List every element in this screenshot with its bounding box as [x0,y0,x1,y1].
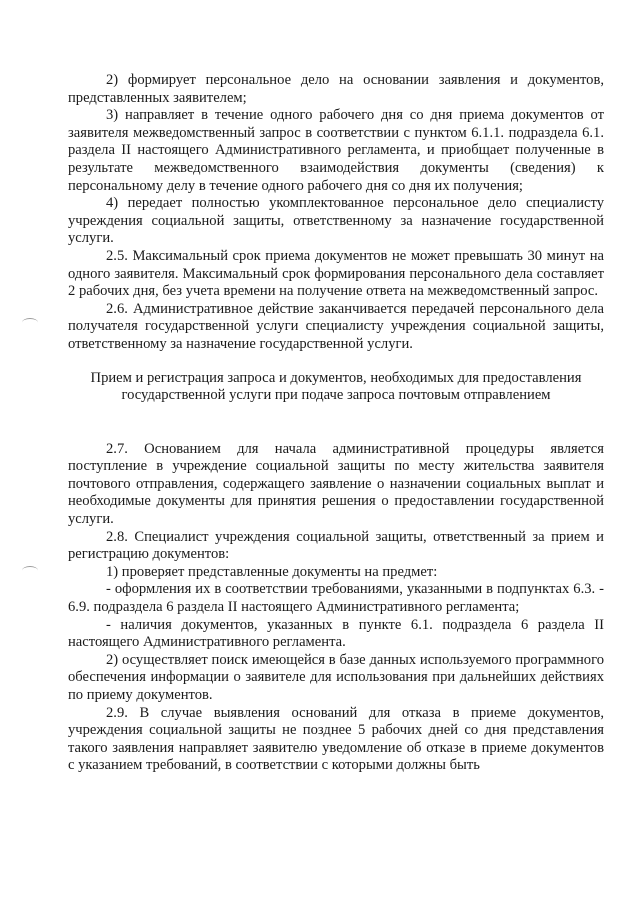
paragraph-2-7: 2.7. Основанием для начала административной процедуры является поступление в учреждение социальной защиты по месту жительства заявителя почтового отправления, содержащего заявление о назначении социальных выплат и необходимые документы для принятия решения о предоставлении государственной услуги. [68,440,604,528]
document-page [68,72,604,775]
paragraph-2-8: 2.8. Специалист учреждения социальной защиты, ответственный за прием и регистрацию документов: [68,528,604,563]
paragraph-item-2: 2) формирует персональное дело на основании заявления и документов, представленных заявителем; [68,72,604,106]
paragraph-2-8-item-1: 1) проверяет представленные документы на предмет: [106,563,438,580]
margin-scan-mark [22,318,38,327]
paragraph-item-3: 3) направляет в течение одного рабочего дня со дня приема документов от заявителя межведомственный запрос в соответствии с пунктом 6.1.1. подраздела 6.1. раздела II настоящего Административного регламента, и приобщает полученные в результате межведомственного взаимодействия документы (сведения) к персональному делу в течение одного рабочего дня со дня их получения; [68,107,604,194]
paragraph-item-4: 4) передает полностью укомплектованное персональное дело специалисту учреждения социальной защиты, ответственному за назначение государственной услуги. [68,195,604,247]
margin-scan-mark [22,566,38,575]
paragraph-2-8-dash-2: - наличия документов, указанных в пункте 6.1. подраздела 6 раздела II настоящего Административного регламента. [68,616,604,651]
paragraph-2-8-item-2: 2) осуществляет поиск имеющейся в базе данных используемого программного обеспечения информации о заявителе для использования при дальнейших действиях по приему документов. [68,651,604,703]
section-heading: Прием и регистрация запроса и документов, необходимых для предоставления государственной услуги при подаче запроса почтовым отправлением [90,369,582,404]
spacer [68,354,604,370]
paragraph-2-5: 2.5. Максимальный срок приема документов не может превышать 30 минут на одного заявителя. Максимальный срок формирования персонального дела составляет 2 рабочих дня, без учета времени на получение ответа на межведомственный запрос. [68,247,604,300]
paragraph-2-8-dash-1: - оформления их в соответствии требованиями, указанными в подпунктах 6.3. - 6.9. подраздела 6 раздела II настоящего Административного регламента; [68,581,604,616]
paragraph-2-9: 2.9. В случае выявления оснований для отказа в приеме документов, учреждения социальной защиты не позднее 5 рабочих дней со дня представления такого заявления направляет заявителю уведомление об отказе в приеме документов с указанием требований, в соответствии с которыми должны быть [68,704,604,774]
spacer [68,405,604,441]
paragraph-2-6: 2.6. Административное действие заканчивается передачей персонального дела получателя государственной услуги специалисту учреждения социальной защиты, ответственному за назначение государственной услуги. [68,300,604,352]
